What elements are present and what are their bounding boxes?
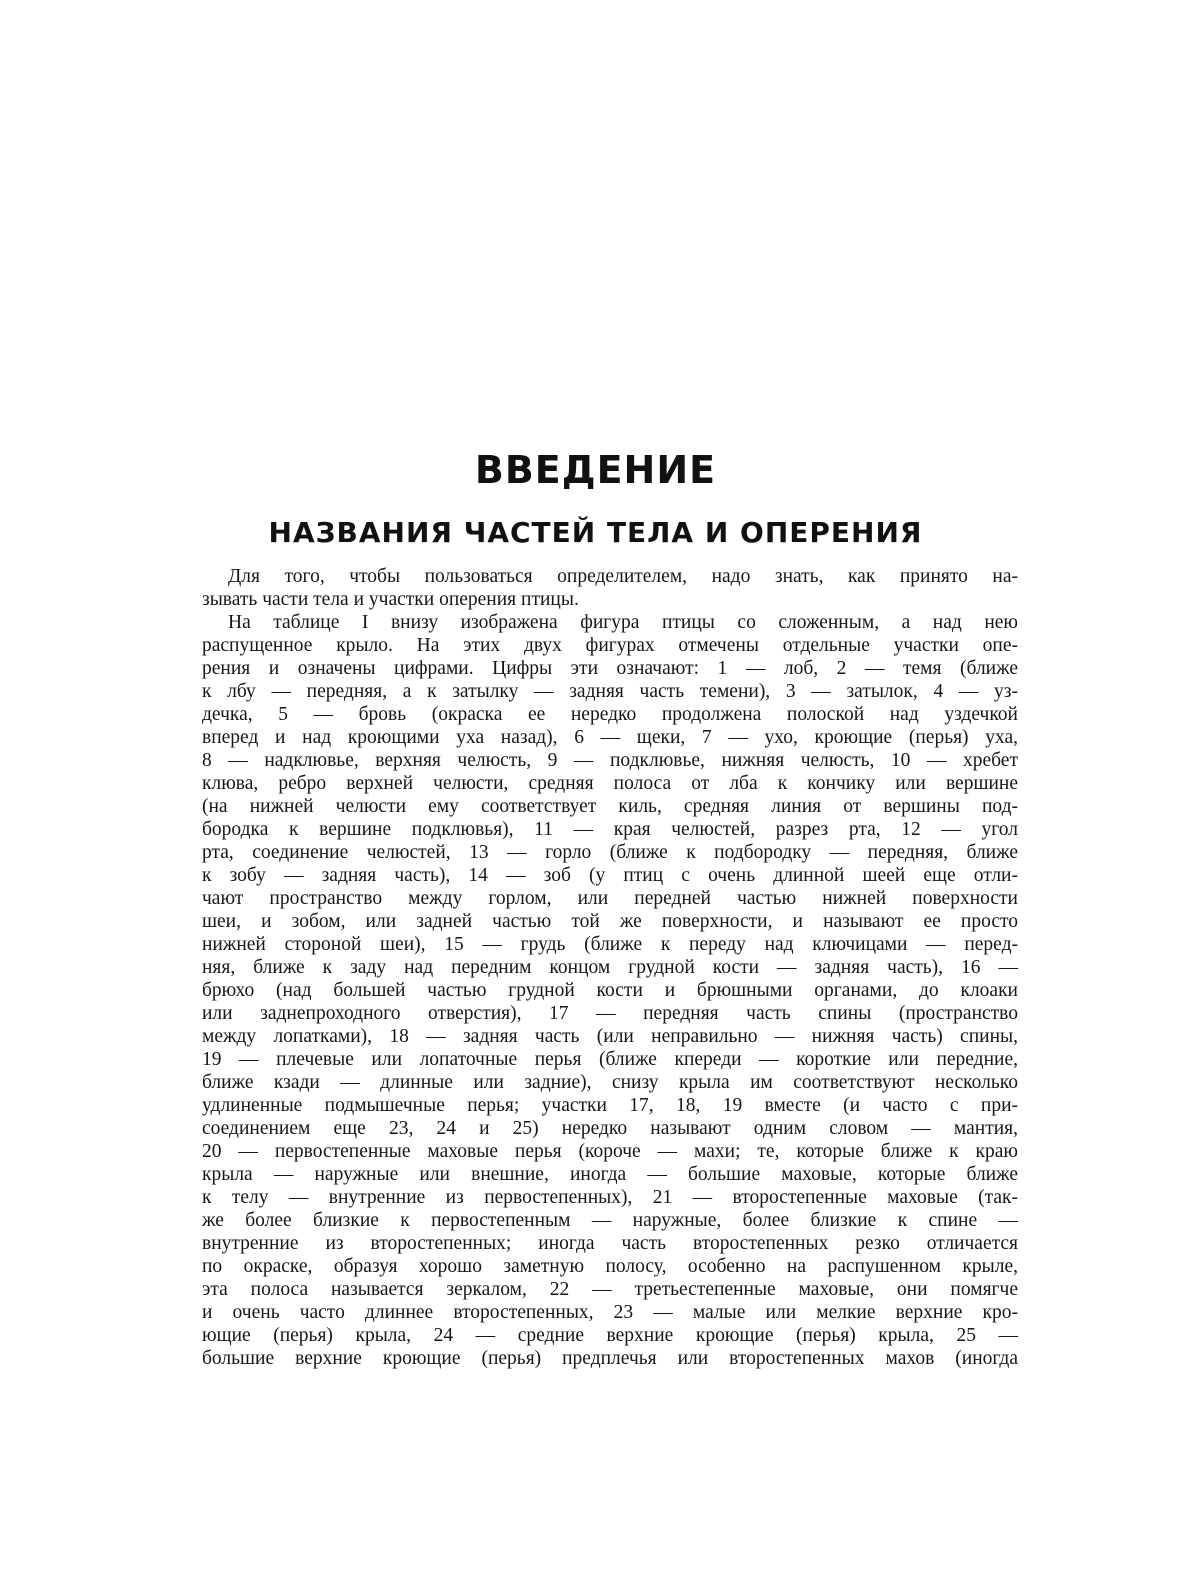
text-line: 20 — первостепенные маховые перья (короче — махи; те, которые ближе к краю <box>202 1141 1018 1162</box>
text-line: рения и означены цифрами. Цифры эти означают: 1 — лоб, 2 — темя (ближе <box>202 658 1018 679</box>
text-line: Для того, чтобы пользоваться определителем, надо знать, как принято на- <box>228 566 1018 587</box>
text-line: няя, ближе к заду над передним концом грудной кости — задняя часть), 16 — <box>202 957 1018 978</box>
body-text <box>202 565 1018 1370</box>
text-line: ющие (перья) крыла, 24 — средние верхние кроющие (перья) крыла, 25 — <box>202 1325 1018 1346</box>
text-line: клюва, ребро верхней челюсти, средняя полоса от лба к кончику или вершине <box>202 773 1018 794</box>
text-line: между лопатками), 18 — задняя часть (или неправильно — нижняя часть) спины, <box>202 1026 1018 1047</box>
text-line: 19 — плечевые или лопаточные перья (ближе кпереди — короткие или передние, <box>202 1049 1018 1070</box>
text-line: На таблице I внизу изображена фигура птицы со сложенным, а над нею <box>228 612 1018 633</box>
text-line: эта полоса называется зеркалом, 22 — третьестепенные маховые, они помягче <box>202 1279 1018 1300</box>
text-line: шеи, и зобом, или задней частью той же поверхности, и называют ее просто <box>202 911 1018 932</box>
paragraph <box>202 611 1018 1370</box>
text-line: соединением еще 23, 24 и 25) нередко называют одним словом — мантия, <box>202 1118 1018 1139</box>
text-line: к лбу — передняя, а к затылку — задняя часть темени), 3 — затылок, 4 — уз- <box>202 681 1018 702</box>
text-line: по окраске, образуя хорошо заметную полосу, особенно на распушенном крыле, <box>202 1256 1018 1277</box>
text-line: большие верхние кроющие (перья) предплечья или второстепенных махов (иногда <box>202 1348 1018 1369</box>
text-line: удлиненные подмышечные перья; участки 17, 18, 19 вместе (и часто с при- <box>202 1095 1018 1116</box>
text-line: к телу — внутренние из первостепенных), 21 — второстепенные маховые (так- <box>202 1187 1018 1208</box>
paragraph <box>202 565 1018 611</box>
text-line: или заднепроходного отверстия), 17 — передняя часть спины (пространство <box>202 1003 1018 1024</box>
text-line: дечка, 5 — бровь (окраска ее нередко продолжена полоской над уздечкой <box>202 704 1018 725</box>
text-line: чают пространство между горлом, или передней частью нижней поверхности <box>202 888 1018 909</box>
page-title: ВВЕДЕНИЕ <box>474 448 717 492</box>
section-subtitle: НАЗВАНИЯ ЧАСТЕЙ ТЕЛА И ОПЕРЕНИЯ <box>268 516 923 549</box>
text-line: зывать части тела и участки оперения птицы. <box>202 589 579 610</box>
text-line: к зобу — задняя часть), 14 — зоб (у птиц с очень длинной шеей еще отли- <box>202 865 1018 886</box>
text-line: (на нижней челюсти ему соответствует киль, средняя линия от вершины под- <box>202 796 1018 817</box>
text-line: вперед и над кроющими уха назад), 6 — щеки, 7 — ухо, кроющие (перья) уха, <box>202 727 1018 748</box>
text-line: распущенное крыло. На этих двух фигурах отмечены отдельные участки опе- <box>202 635 1018 656</box>
text-line: и очень часто длиннее второстепенных, 23 — малые или мелкие верхние кро- <box>202 1302 1018 1323</box>
text-line: рта, соединение челюстей, 13 — горло (ближе к подбородку — передняя, ближе <box>202 842 1018 863</box>
text-line: ближе кзади — длинные или задние), снизу крыла им соответствуют несколько <box>202 1072 1018 1093</box>
text-line: внутренние из второстепенных; иногда часть второстепенных резко отличается <box>202 1233 1018 1254</box>
text-line: крыла — наружные или внешние, иногда — большие маховые, которые ближе <box>202 1164 1018 1185</box>
text-line: 8 — надклювье, верхняя челюсть, 9 — подклювье, нижняя челюсть, 10 — хребет <box>202 750 1018 771</box>
text-line: бородка к вершине подклювья), 11 — края челюстей, разрез рта, 12 — угол <box>202 819 1018 840</box>
text-line: нижней стороной шеи), 15 — грудь (ближе к переду над ключицами — перед- <box>202 934 1018 955</box>
text-line: же более близкие к первостепенным — наружные, более близкие к спине — <box>202 1210 1018 1231</box>
text-line: брюхо (над большей частью грудной кости и брюшными органами, до клоаки <box>202 980 1018 1001</box>
